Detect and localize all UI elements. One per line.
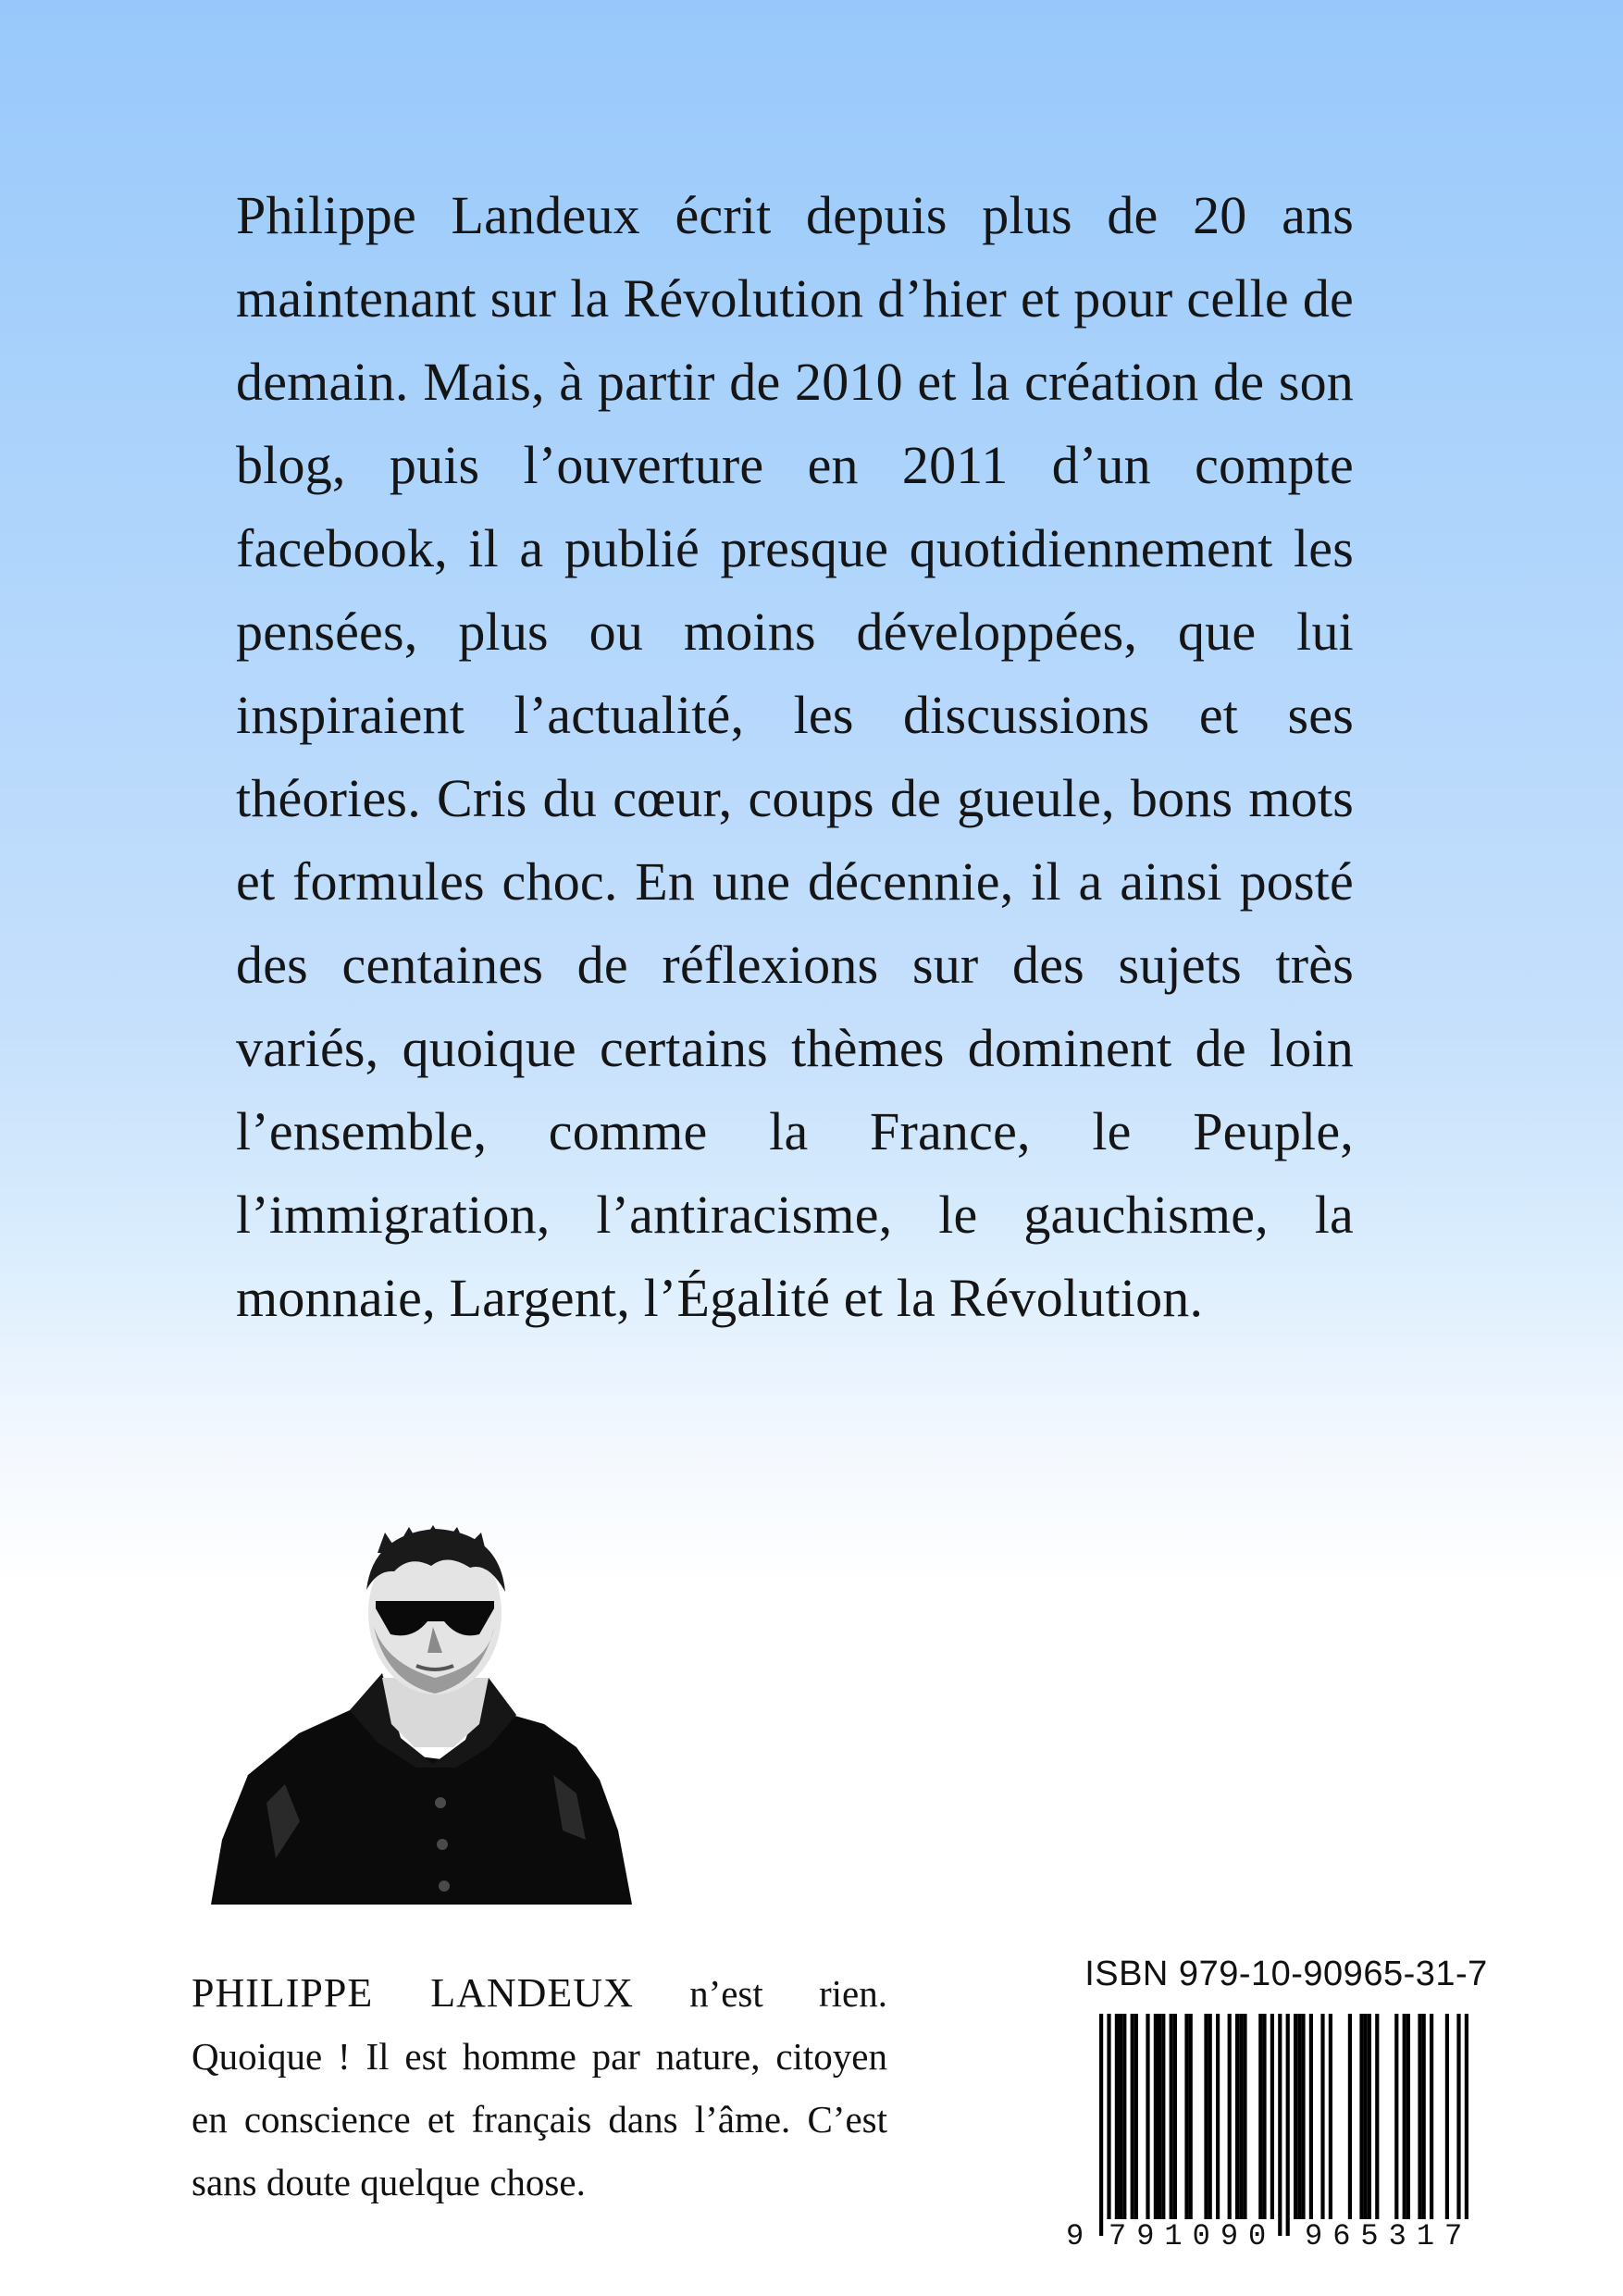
barcode-bar: [1430, 2014, 1433, 2219]
barcode-bar: [1286, 2014, 1290, 2236]
barcode-bar: [1243, 2014, 1246, 2219]
barcode-bar: [1258, 2014, 1262, 2219]
barcode-bar: [1297, 2014, 1301, 2219]
barcode-bar: [1375, 2014, 1379, 2219]
isbn-barcode-block: [1064, 1955, 1508, 2260]
barcode-bar: [1456, 2014, 1460, 2236]
barcode-bar: [1134, 2014, 1138, 2219]
barcode-bar: [1204, 2014, 1208, 2219]
barcode-digits-right: 965317: [1305, 2219, 1473, 2253]
barcode-bar: [1301, 2014, 1305, 2219]
barcode-bar: [1294, 2014, 1297, 2219]
barcode-bar: [1368, 2014, 1371, 2219]
barcode-bar: [1348, 2014, 1352, 2219]
barcode-bar: [1465, 2014, 1468, 2236]
barcode-bar: [1329, 2014, 1332, 2219]
barcode-bar: [1131, 2014, 1134, 2219]
barcode-bar: [1122, 2014, 1126, 2219]
barcode-bar: [1445, 2014, 1449, 2219]
barcode-digits-left: 791090: [1109, 2219, 1277, 2253]
barcode-bar: [1216, 2014, 1220, 2219]
barcode-bar: [1278, 2014, 1282, 2236]
barcode-bar: [1184, 2014, 1188, 2219]
barcode-bar: [1270, 2014, 1274, 2219]
barcode-bar: [1359, 2014, 1363, 2219]
barcode-bar: [1422, 2014, 1426, 2219]
barcode-bar: [1154, 2014, 1158, 2219]
barcode-bar: [1406, 2014, 1410, 2219]
author-photo: [211, 1525, 646, 1905]
barcode-bar: [1403, 2014, 1406, 2219]
barcode-bar: [1262, 2014, 1266, 2219]
barcode-bar: [1235, 2014, 1239, 2219]
barcode-bar: [1173, 2014, 1177, 2219]
back-cover-blurb: Philippe Landeux écrit depuis plus de 20 ans maintenant sur la Révolution d’hier et pour celle de demain. Mais, à partir de 2010 et la création de son blog, puis l’ouverture en 2011 d’un compte facebook, il a publié presque quotidiennement les pensées, plus ou moins développées, que lui inspiraient l’actualité, les discussions et ses théories. Cris du cœur, coups de gueule, bons mots et formules choc. En une décennie, il a ainsi posté des centaines de réflexions sur des sujets très variés, quoique certains thèmes dominent de loin l’ensemble, comme la France, le Peuple, l’immigration, l’antiracisme, le gauchisme, la monnaie, Largent, l’Égalité et la Révolution.: [236, 185, 1354, 1328]
barcode-bar: [1228, 2014, 1232, 2219]
barcode-digit-first: 9: [1066, 2219, 1084, 2253]
barcode: [1064, 2014, 1508, 2236]
barcode-bar: [1158, 2014, 1161, 2219]
barcode-bar: [1208, 2014, 1212, 2219]
barcode-bar: [1364, 2014, 1368, 2219]
author-bio-text: n’est rien. Quoique ! Il est homme par nature, citoyen en conscience et français dans l’âme. C’est sans doute quelque chose.: [192, 1972, 887, 2203]
barcode-bar: [1099, 2014, 1103, 2236]
barcode-bar: [1239, 2014, 1243, 2219]
author-name: PHILIPPE LANDEUX: [192, 1970, 634, 2016]
barcode-bar: [1309, 2014, 1313, 2219]
barcode-bar: [1189, 2014, 1193, 2219]
barcode-digits: [1064, 2219, 1508, 2260]
barcode-bar: [1107, 2014, 1110, 2236]
barcode-bar: [1119, 2014, 1122, 2219]
barcode-bar: [1418, 2014, 1421, 2219]
barcode-bar: [1170, 2014, 1173, 2219]
barcode-bar: [1146, 2014, 1149, 2219]
barcode-bar: [1115, 2014, 1119, 2219]
author-bio: [192, 1962, 887, 2214]
barcode-bar: [1320, 2014, 1324, 2219]
barcode-bar: [1161, 2014, 1165, 2219]
barcode-bar: [1394, 2014, 1398, 2219]
isbn-label: ISBN 979-10-90965-31-7: [1084, 1955, 1488, 1993]
